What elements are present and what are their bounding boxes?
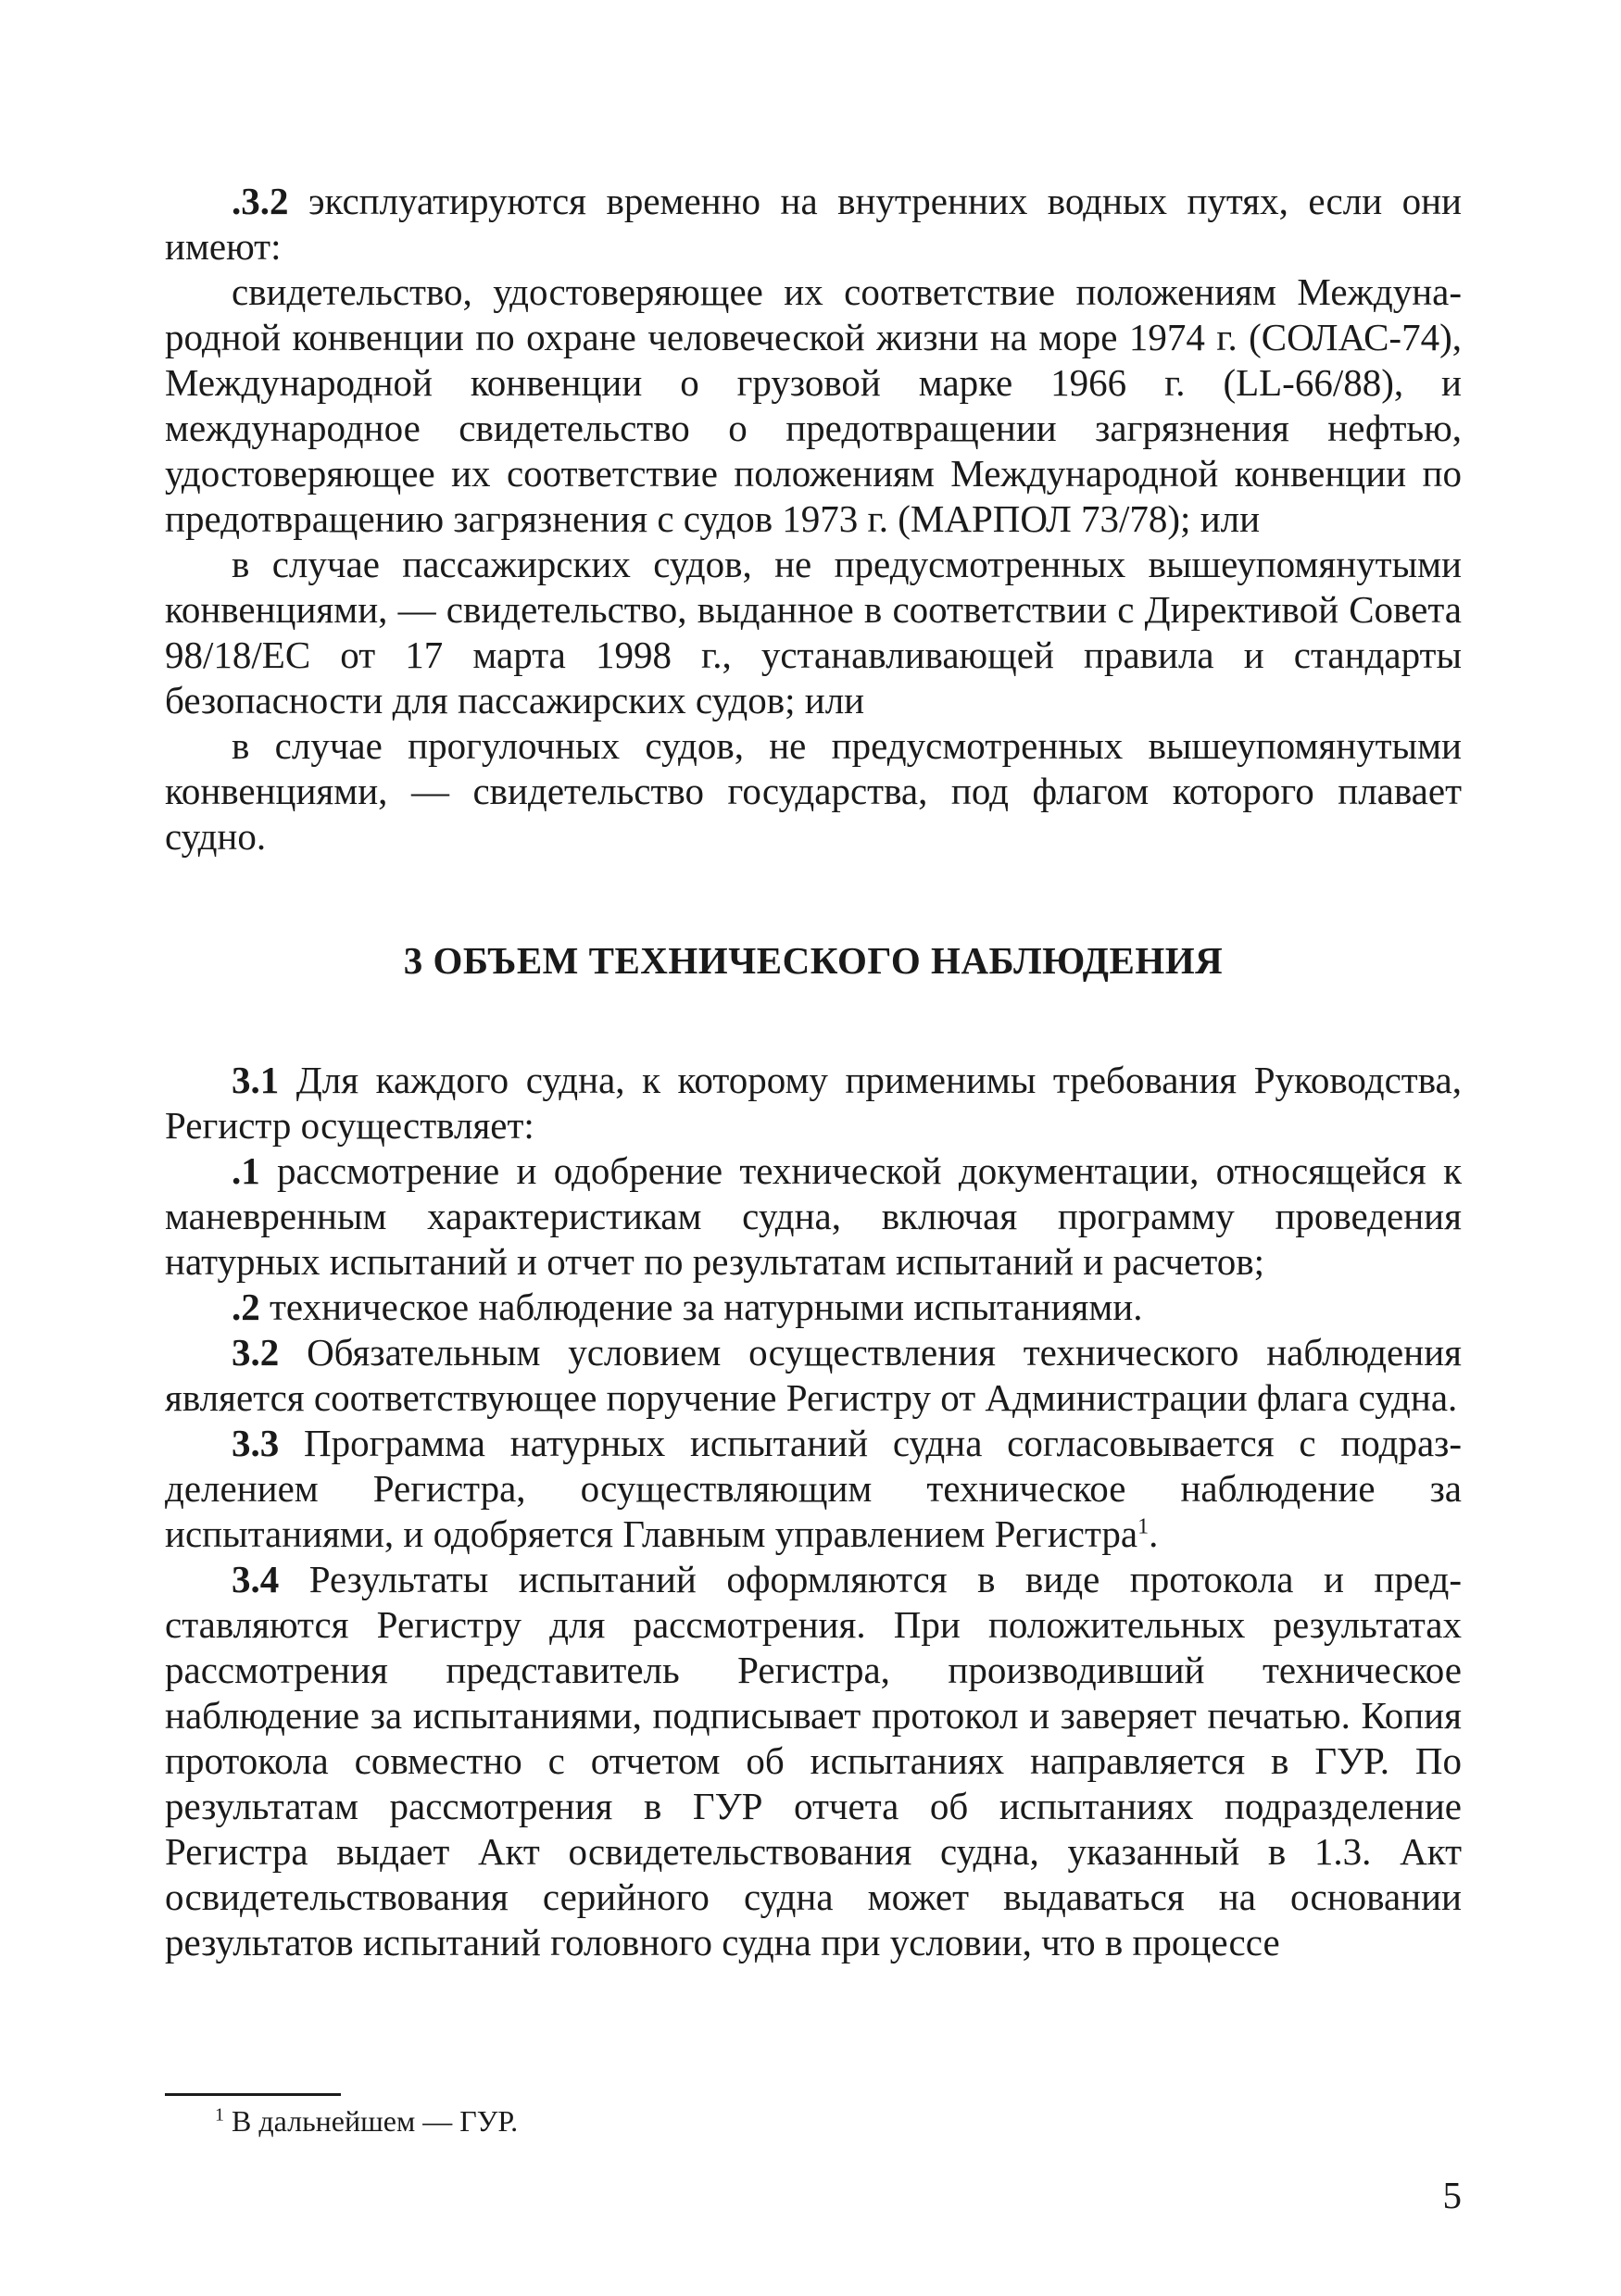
- paragraph-text: эксплуатируются временно на внутренних водных путях, если они имеют:: [165, 180, 1462, 268]
- paragraph-text: техническое наблюдение за натурными испытаниями.: [259, 1286, 1143, 1328]
- paragraph-text: Обязательным условием осуществления технического наблюдения является соответствующее поручение Регистру от Администрации флага судна.: [165, 1331, 1462, 1419]
- item-number: .1: [232, 1149, 260, 1192]
- paragraph-pleasure-craft: в случае прогулочных судов, не предусмотренных вышеупомянутыми конвенциями, — свидетельство государства, под флагом которого плавает судно.: [165, 724, 1462, 858]
- item-number: .3.2: [232, 180, 289, 222]
- footnote: [215, 2102, 518, 2139]
- paragraph-passenger-ships: в случае пассажирских судов, не предусмотренных вышеупомянутыми конвенциями, — свидетельство, выданное в соответствии с Директивой Совета 98/18/ЕС от 17 марта 1998 г., устанавливающей правила и стандарты безопасности для пассажирских судов; или: [165, 543, 1462, 721]
- paragraph-3-4: [165, 1557, 1462, 1965]
- footnote-separator: [165, 2093, 341, 2096]
- footnote-mark: 1: [215, 2104, 224, 2126]
- paragraph-text: Для каждого судна, к которому применимы требования Руководства, Регистр осуществляет:: [165, 1059, 1462, 1147]
- paragraph-text: Программа натурных испытаний судна согласовывается с подразделением Регистра, осуществляющим техническое наблюдение за испытаниями, и одобряется Главным управлением Регистра: [165, 1422, 1462, 1555]
- paragraph-text: рассмотрение и одобрение технической документации, относящейся к маневренным характеристикам судна, включая программу проведения натурных испытаний и отчет по результатам испытаний и расчетов;: [165, 1149, 1462, 1283]
- paragraph-3-2-operation: [165, 179, 1462, 270]
- section-3-body: [165, 1058, 1462, 1965]
- page-number: 5: [1442, 2174, 1462, 2216]
- paragraph-3-1-1: [165, 1148, 1462, 1285]
- footnote-text: В дальнейшем — ГУР.: [224, 2104, 519, 2138]
- paragraph-3-2: [165, 1330, 1462, 1421]
- item-number: .2: [232, 1286, 260, 1328]
- paragraph-3-1: [165, 1058, 1462, 1148]
- item-number: 3.1: [232, 1059, 280, 1101]
- section-heading: 3 ОБЪЕМ ТЕХНИЧЕСКОГО НАБЛЮДЕНИЯ: [403, 939, 1224, 982]
- continuation-block: [165, 179, 1462, 859]
- item-number: 3.3: [232, 1422, 280, 1464]
- paragraph-end: .: [1149, 1512, 1159, 1555]
- footnote-reference: 1: [1137, 1514, 1150, 1539]
- item-number: 3.2: [232, 1331, 280, 1374]
- paragraph-3-3: [165, 1421, 1462, 1557]
- paragraph-3-1-2: [165, 1285, 1462, 1330]
- paragraph-text: Результаты испытаний оформляются в виде протокола и представляются Регистру для рассмотрения. При положительных результатах рассмотрения представитель Регистра, производивший техническое наблюдение за испытаниями, подписывает протокол и заверяет печатью. Копия протокола совместно с отчетом об испытаниях направляется в ГУР. По результатам рассмотрения в ГУР отчета об испытаниях подразделение Регистра выдает Акт освидетельствования судна, указанный в 1.3. Акт освидетельствования серийного судна может выдаваться на основании результатов испытаний головного судна при условии, что в процессе: [165, 1558, 1462, 1964]
- paragraph-certificate-solas: свидетельство, удостоверяющее их соответствие положениям Международной конвенции по охране человеческой жизни на море 1974 г. (СОЛАС-74), Международной конвенции о грузовой марке 1966 г. (LL-66/88), и международное свидетельство о предотвращении загрязнения нефтью, удостоверяющее их соответствие положениям Международной конвенции по предотвращению загрязнения с судов 1973 г. (МАРПОЛ 73/78); или: [165, 270, 1462, 540]
- item-number: 3.4: [232, 1558, 280, 1600]
